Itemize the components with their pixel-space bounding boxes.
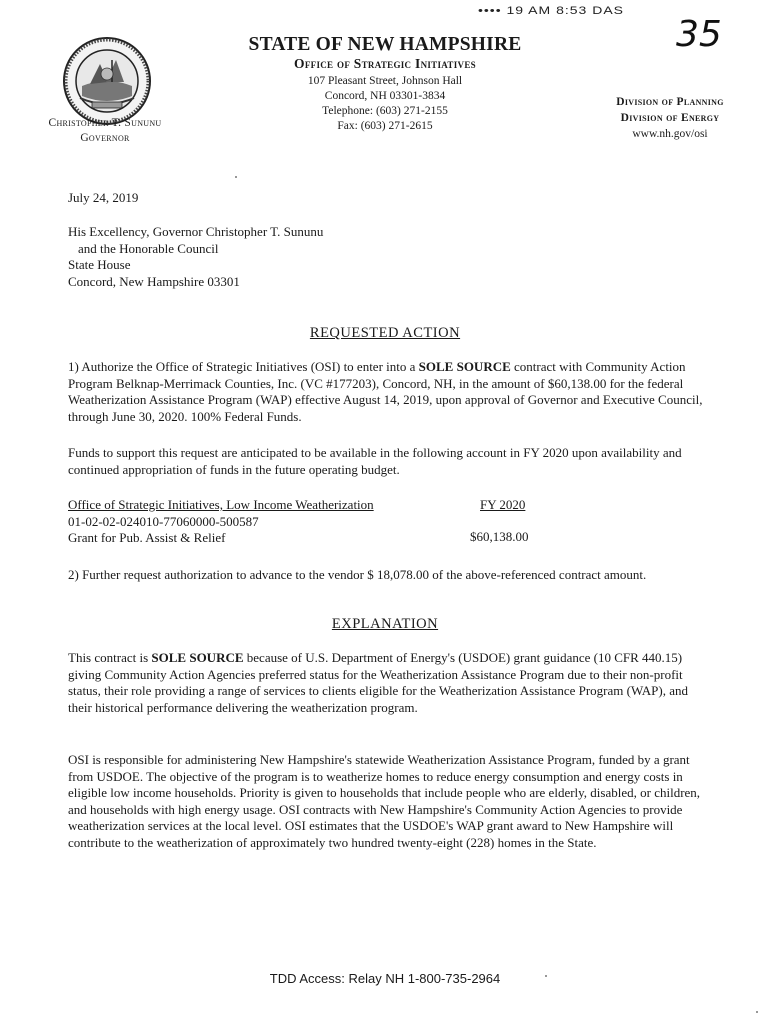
p1-prefix: This contract is <box>68 650 152 665</box>
account-name: Office of Strategic Initiatives, Low Income Weatherization <box>68 497 374 512</box>
address-line: Fax: (603) 271-2615 <box>337 120 433 132</box>
governor-title: Governor <box>80 132 130 144</box>
requested-action-item-1 <box>68 359 713 425</box>
recipient-line: State House <box>68 257 131 272</box>
explanation-paragraph-2: OSI is responsible for administering New Hampshire's statewide Weatherization Assistance Program, funded by a grant from USDOE. The objective of the program is to weatherize homes to reduce energy consumption and energy costs in eligible low income households. Priority is given to households that include people who are elderly, disabled, or children, and households with high energy usage. OSI contracts with New Hampshire's Community Action Agencies to provide weatherization services at the local level. OSI estimates that the USDOE's WAP grant award to New Hampshire will contribute to the weatherization of approximately two hundred twenty-eight (228) homes in the State. <box>68 752 701 850</box>
explanation-paragraph-1 <box>68 650 713 716</box>
account-block <box>68 497 374 547</box>
state-title: STATE OF NEW HAMPSHIRE <box>248 34 522 55</box>
address-line: Concord, NH 03301-3834 <box>324 90 446 102</box>
requested-action-heading: REQUESTED ACTION <box>309 325 461 341</box>
recipient-line: Concord, New Hampshire 03301 <box>68 273 240 289</box>
p1-suffix: because of U.S. Department of Energy's (USDOE) grant guidance (10 CFR 440.15) giving Community Action Agencies preferred status for the Weatherization Assistance Program due to their non-profit status, their role providing a range of services to clients eligible for the Weatherization Assistance Program (WAP), and their historical performance delivering the weatherization program. <box>68 650 689 715</box>
explanation-heading: EXPLANATION <box>331 616 439 632</box>
website-link[interactable]: www.nh.gov/osi <box>632 128 708 140</box>
tdd-footer: TDD Access: Relay NH 1-800-735-2964 <box>269 971 501 986</box>
scan-speck <box>756 1011 758 1013</box>
office-name: Office of Strategic Initiatives <box>294 56 476 71</box>
item1-prefix: 1) Authorize the Office of Strategic Initiatives (OSI) to enter into a <box>68 359 419 374</box>
divisions-block <box>590 94 750 142</box>
division-planning: Division of Planning <box>616 96 724 108</box>
governor-block <box>0 116 210 146</box>
account-class: Grant for Pub. Assist & Relief <box>68 530 226 545</box>
address-line: 107 Pleasant Street, Johnson Hall <box>307 75 463 87</box>
handwritten-page-number: 35 <box>676 14 722 55</box>
requested-action-item-2: 2) Further request authorization to advance to the vendor $ 18,078.00 of the above-referenced contract amount. <box>68 567 647 582</box>
recipient-line: and the Honorable Council <box>78 240 219 256</box>
p1-sole-source: SOLE SOURCE <box>151 650 244 665</box>
scan-speck <box>545 975 547 977</box>
state-seal-icon <box>62 36 152 126</box>
governor-name: Christopher T. Sununu <box>48 117 162 129</box>
recipient-address <box>68 224 323 290</box>
division-energy: Division of Energy <box>620 112 720 124</box>
received-stamp: •••• 19 AM 8:53 DAS <box>478 3 624 17</box>
account-number: 01-02-02-024010-77060000-500587 <box>68 513 259 529</box>
funds-paragraph: Funds to support this request are anticipated to be available in the following account in FY 2020 upon availability and continued appropriation of funds in the future operating budget. <box>68 445 682 477</box>
item1-suffix: contract with Community Action Program Belknap-Merrimack Counties, Inc. (VC #177203), Concord, NH, in the amount of $60,138.00 for the federal Weatherization Assistance Program (WAP) effective August 14, 2019, upon approval of Governor and Executive Council, through June 30, 2020. 100% Federal Funds. <box>68 359 703 424</box>
office-address <box>210 74 560 134</box>
account-fy-label: FY 2020 <box>480 497 526 512</box>
scan-speck <box>235 176 237 178</box>
item1-sole-source: SOLE SOURCE <box>418 359 511 374</box>
address-line: Telephone: (603) 271-2155 <box>322 105 448 117</box>
recipient-line: His Excellency, Governor Christopher T. Sununu <box>68 224 324 239</box>
letter-date: July 24, 2019 <box>68 190 139 205</box>
account-amount: $60,138.00 <box>470 529 529 544</box>
